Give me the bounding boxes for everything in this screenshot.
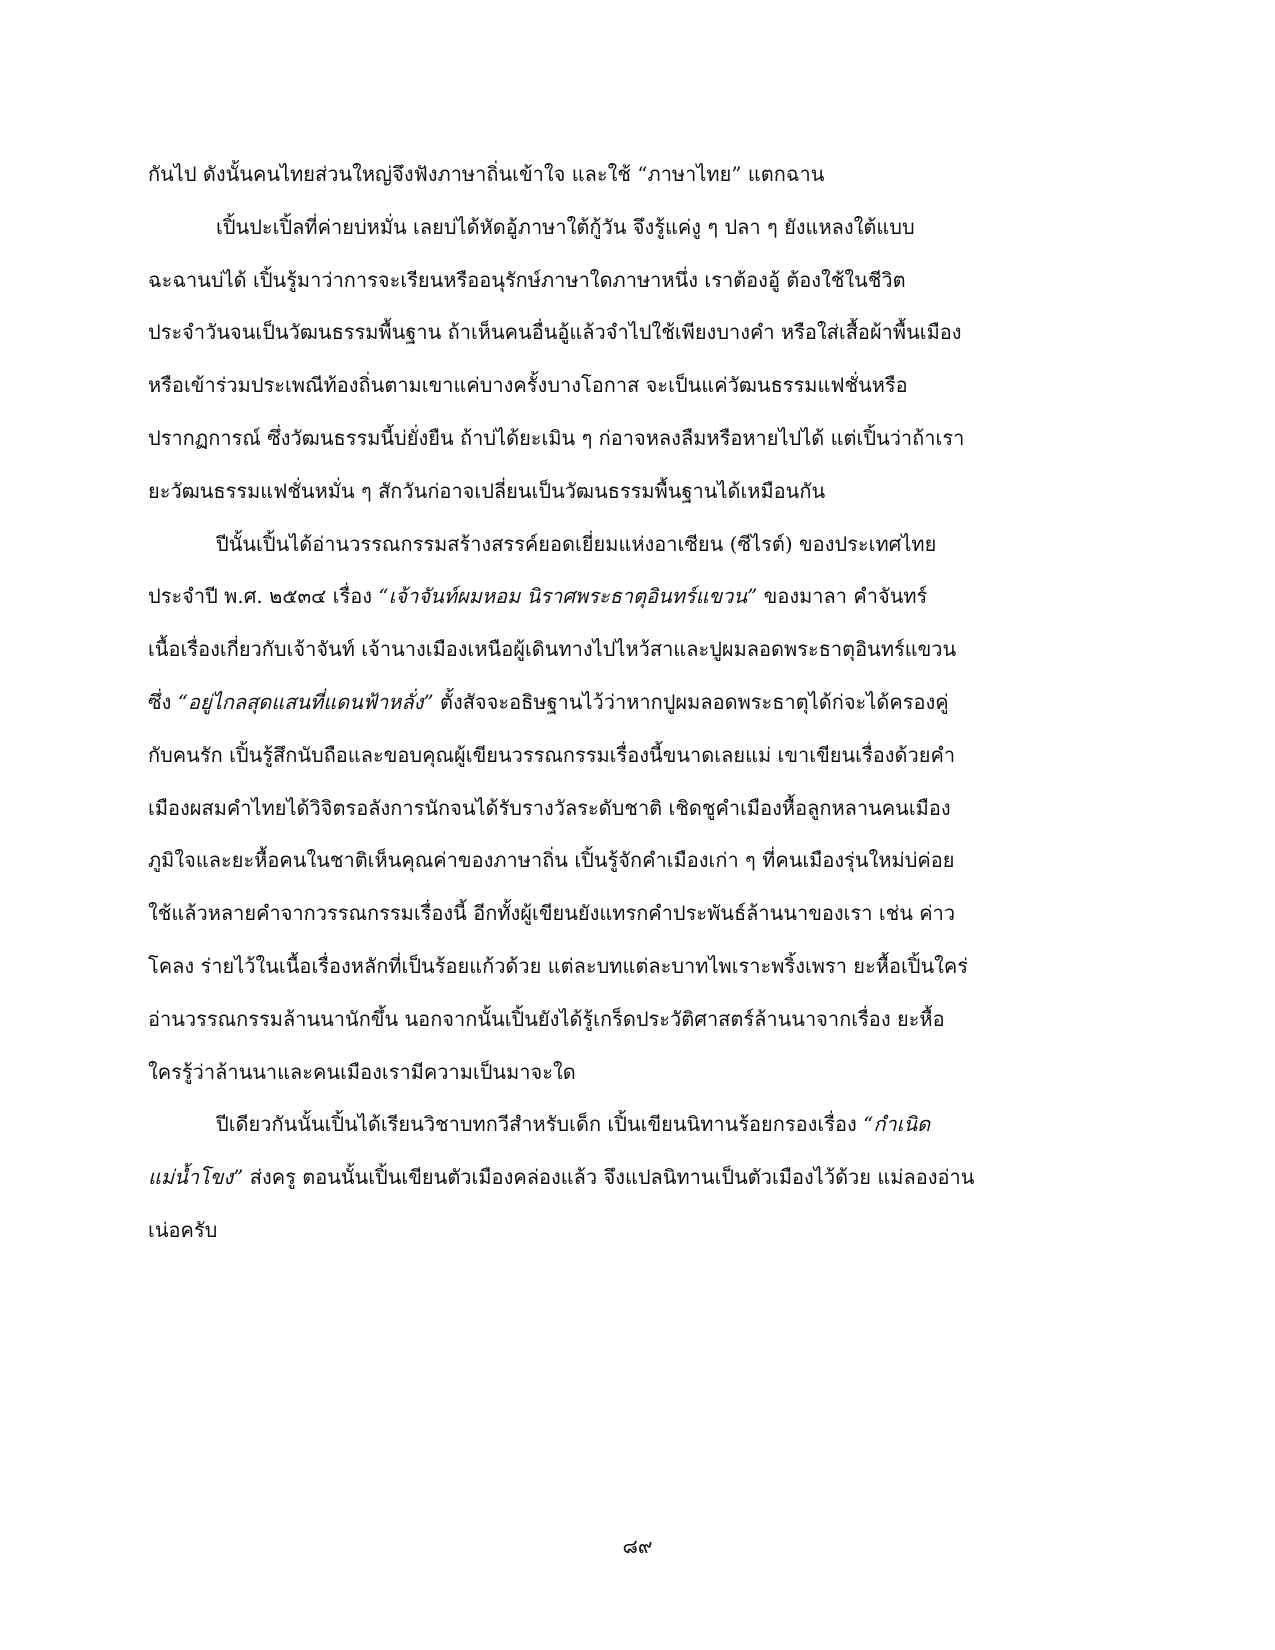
text-line: ประจำปี พ.ศ. ๒๕๓๔ เรื่อง “เจ้าจันท์ผมหอม นิราศพระธาตุอินทร์แขวน” ของมาลา คำจันทร์ <box>148 584 928 609</box>
poem-title-quote-start: “กำเนิด <box>863 1112 931 1137</box>
text-line: กับคนรัก เปิ้นรู้สึกนับถือและขอบคุณผู้เขียนวรรณกรรมเรื่องนี้ขนาดเลยแม่ เขาเขียนเรื่องด้วยคำ <box>148 742 956 767</box>
text-line: แม่น้ำโขง” ส่งครู ตอนนั้นเปิ้นเขียนตัวเมืองคล่องแล้ว จึงแปลนิทานเป็นตัวเมืองไว้ด้วย แม่ลองอ่าน <box>148 1165 975 1190</box>
text-line: ปรากฏการณ์ ซึ่งวัฒนธรรมนี้บ่ยั่งยืน ถ้าบ่ได้ยะเมิน ๆ ก่อาจหลงลืมหรือหายไปได้ แต่เปิ้นว่าถ้าเรา <box>148 425 965 450</box>
body-text <box>148 148 1008 1257</box>
paragraph-start-line: ปีนั้นเปิ้นได้อ่านวรรณกรรมสร้างสรรค์ยอดเยี่ยมแห่งอาเซียน (ซีไรต์) ของประเทศไทย <box>216 531 937 556</box>
text-line: ภูมิใจและยะหื้อคนในชาติเห็นคุณค่าของภาษาถิ่น เปิ้นรู้จักคำเมืองเก่า ๆ ที่คนเมืองรุ่นใหม่บ่ค่อย <box>148 848 955 873</box>
paragraph-start-line: ปีเดียวกันนั้นเปิ้นได้เรียนวิชาบทกวีสำหรับเด็ก เปิ้นเขียนนิทานร้อยกรองเรื่อง “กำเนิด <box>216 1112 931 1137</box>
text-line: ซึ่ง “อยู่ไกลสุดแสนที่แดนฟ้าหลั่ง” ตั้งสัจจะอธิษฐานไว้ว่าหากปูผมลอดพระธาตุได้ก่จะได้ครองคู่ <box>148 689 949 714</box>
text-line: ใครรู้ว่าล้านนาและคนเมืองเรามีความเป็นมาจะใด <box>148 1059 576 1084</box>
inline-quote: “อยู่ไกลสุดแสนที่แดนฟ้าหลั่ง” <box>177 689 434 714</box>
paragraph-start-line: เปิ้นปะเปิ้ลที่ค่ายบ่หมั่น เลยบ่ได้หัดอู้ภาษาใต้กู้วัน จึงรู้แค่งู ๆ ปลา ๆ ยังแหลงใต้แบบ <box>216 214 915 239</box>
text-line: เนื้อเรื่องเกี่ยวกับเจ้าจันท์ เจ้านางเมืองเหนือผู้เดินทางไปไหว้สาและปูผมลอดพระธาตุอินทร์แขวน <box>148 637 957 662</box>
text-line: ยะวัฒนธรรมแฟชั่นหมั่น ๆ สักวันก่อาจเปลี่ยนเป็นวัฒนธรรมพื้นฐานได้เหมือนกัน <box>148 478 826 503</box>
text-line: ใช้แล้วหลายคำจากวรรณกรรมเรื่องนี้ อีกทั้งผู้เขียนยังแทรกคำประพันธ์ล้านนาของเรา เช่น ค่าว <box>148 901 956 926</box>
text-line: หรือเข้าร่วมประเพณีท้องถิ่นตามเขาแค่บางครั้งบางโอกาส จะเป็นแค่วัฒนธรรมแฟชั่นหรือ <box>148 373 908 398</box>
text-line: อ่านวรรณกรรมล้านนานักขึ้น นอกจากนั้นเปิ้นยังได้รู้เกร็ดประวัติศาสตร์ล้านนาจากเรื่อง ยะหื้อ <box>148 1006 945 1031</box>
text-line: ประจำวันจนเป็นวัฒนธรรมพื้นฐาน ถ้าเห็นคนอื่นอู้แล้วจำไปใช้เพียงบางคำ หรือใส่เสื้อผ้าพื้นเมือง <box>148 320 962 345</box>
page-number: ๘๙ <box>622 1534 653 1558</box>
poem-title-quote-end: แม่น้ำโขง” <box>148 1165 244 1190</box>
text-line: เมืองผสมคำไทยได้วิจิตรอลังการนักจนได้รับรางวัลระดับชาติ เชิดชูคำเมืองหื้อลูกหลานคนเมือง <box>148 795 951 820</box>
book-title-quote: “เจ้าจันท์ผมหอม นิราศพระธาตุอินทร์แขวน” <box>378 584 758 609</box>
text-line: ฉะฉานบ่ได้ เปิ้นรู้มาว่าการจะเรียนหรืออนุรักษ์ภาษาใดภาษาหนึ่ง เราต้องอู้ ต้องใช้ในชีวิต <box>148 267 906 292</box>
text-line: กันไป ดังนั้นคนไทยส่วนใหญ่จึงฟังภาษาถิ่นเข้าใจ และใช้ “ภาษาไทย” แตกฉาน <box>148 162 825 186</box>
text-line: เน่อครับ <box>148 1217 218 1242</box>
text-line: โคลง ร่ายไว้ในเนื้อเรื่องหลักที่เป็นร้อยแก้วด้วย แต่ละบทแต่ละบาทไพเราะพริ้งเพรา ยะหื้อเปิ้นใคร่ <box>148 953 969 978</box>
